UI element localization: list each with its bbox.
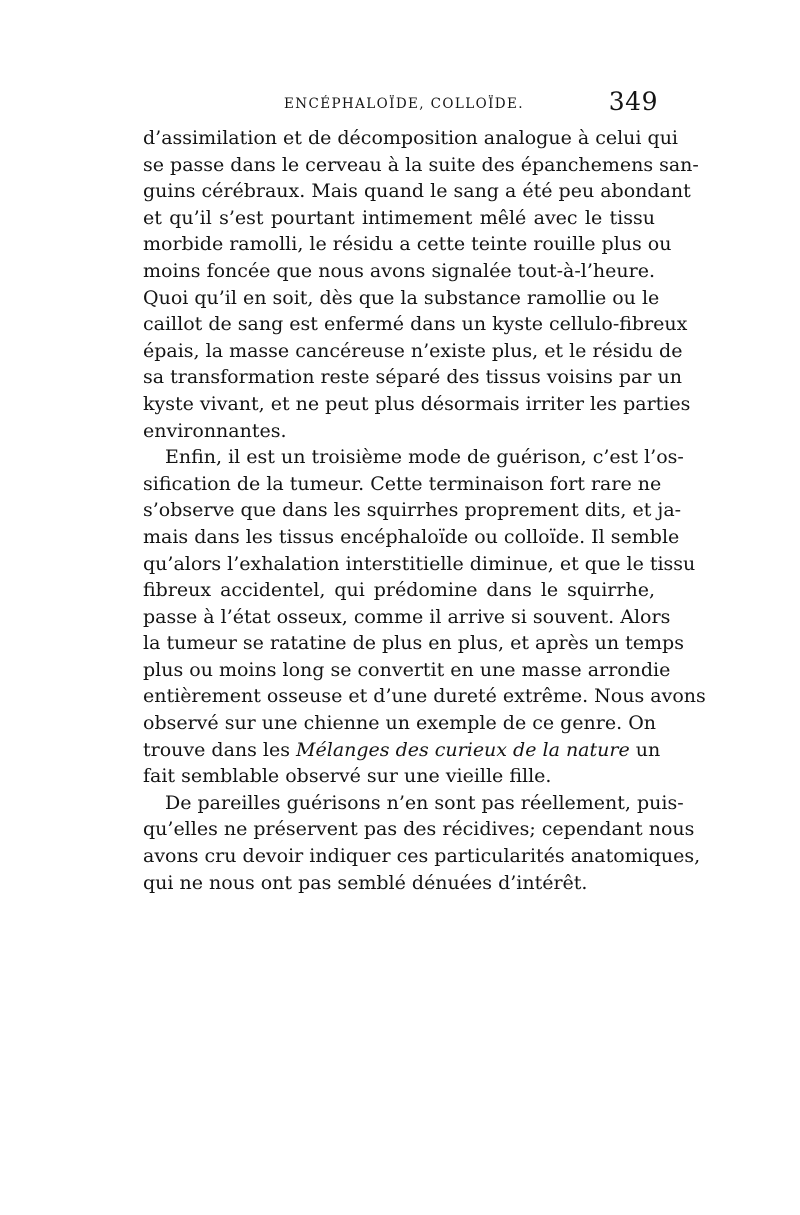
text-line: s’observe que dans les squirrhes proprement dits, et ja- bbox=[143, 499, 682, 522]
running-head bbox=[140, 86, 660, 122]
text-line: De pareilles guérisons n’en sont pas réellement, puis- bbox=[165, 791, 684, 814]
paragraph bbox=[143, 444, 706, 790]
running-title: ENCÉPHALOÏDE, COLLOÏDE. bbox=[284, 96, 524, 112]
text-line: kyste vivant, et ne peut plus désormais irriter les parties bbox=[143, 392, 691, 415]
text-line: environnantes. bbox=[143, 419, 287, 442]
text-line: épais, la masse cancéreuse n’existe plus, et le résidu de bbox=[143, 339, 683, 362]
text-line: avons cru devoir indiquer ces particularités anatomiques, bbox=[143, 845, 701, 868]
text-line: sification de la tumeur. Cette terminaison fort rare ne bbox=[143, 472, 662, 495]
paragraph bbox=[143, 125, 699, 444]
text-line: caillot de sang est enfermé dans un kyste cellulo-fibreux bbox=[143, 313, 688, 336]
paragraph bbox=[143, 790, 701, 896]
text-line: Quoi qu’il en soit, dès que la substance ramollie ou le bbox=[143, 286, 660, 309]
text-line: fait semblable observé sur une vieille fille. bbox=[143, 765, 552, 788]
text-line: qui ne nous ont pas semblé dénuées d’intérêt. bbox=[143, 871, 588, 894]
text-line: et qu’il s’est pourtant intimement mêlé avec le tissu bbox=[143, 206, 655, 229]
text-line: morbide ramolli, le résidu a cette teinte rouille plus ou bbox=[143, 233, 672, 256]
text-line: qu’alors l’exhalation interstitielle diminue, et que le tissu bbox=[143, 552, 696, 575]
text-line: se passe dans le cerveau à la suite des épanchemens san- bbox=[143, 153, 699, 176]
text-line: d’assimilation et de décomposition analogue à celui qui bbox=[143, 127, 679, 149]
text-line: mais dans les tissus encéphaloïde ou colloïde. Il semble bbox=[143, 525, 680, 548]
text-line: observé sur une chienne un exemple de ce genre. On bbox=[143, 712, 657, 735]
text-line-with-italic: trouve dans les Mélanges des curieux de la nature un bbox=[143, 738, 661, 761]
italic-title: Mélanges des curieux de la nature bbox=[296, 738, 630, 761]
text-line: qu’elles ne préservent pas des récidives; cependant nous bbox=[143, 818, 695, 841]
text-line: entièrement osseuse et d’une dureté extrême. Nous avons bbox=[143, 685, 706, 708]
text-line: Enfin, il est un troisième mode de guérison, c’est l’os- bbox=[165, 446, 684, 469]
text-line: plus ou moins long se convertit en une masse arrondie bbox=[143, 658, 671, 681]
body-text bbox=[143, 125, 706, 896]
page-number: 349 bbox=[608, 87, 658, 116]
text-line: passe à l’état osseux, comme il arrive si souvent. Alors bbox=[143, 605, 671, 628]
text-line: guins cérébraux. Mais quand le sang a été peu abondant bbox=[143, 180, 691, 203]
text-line: fibreux accidentel, qui prédomine dans le squirrhe, bbox=[143, 579, 655, 602]
text-line: la tumeur se ratatine de plus en plus, et après un temps bbox=[143, 632, 684, 655]
text-line: moins foncée que nous avons signalée tout-à-l’heure. bbox=[143, 259, 655, 282]
text-line: sa transformation reste séparé des tissus voisins par un bbox=[143, 366, 682, 389]
